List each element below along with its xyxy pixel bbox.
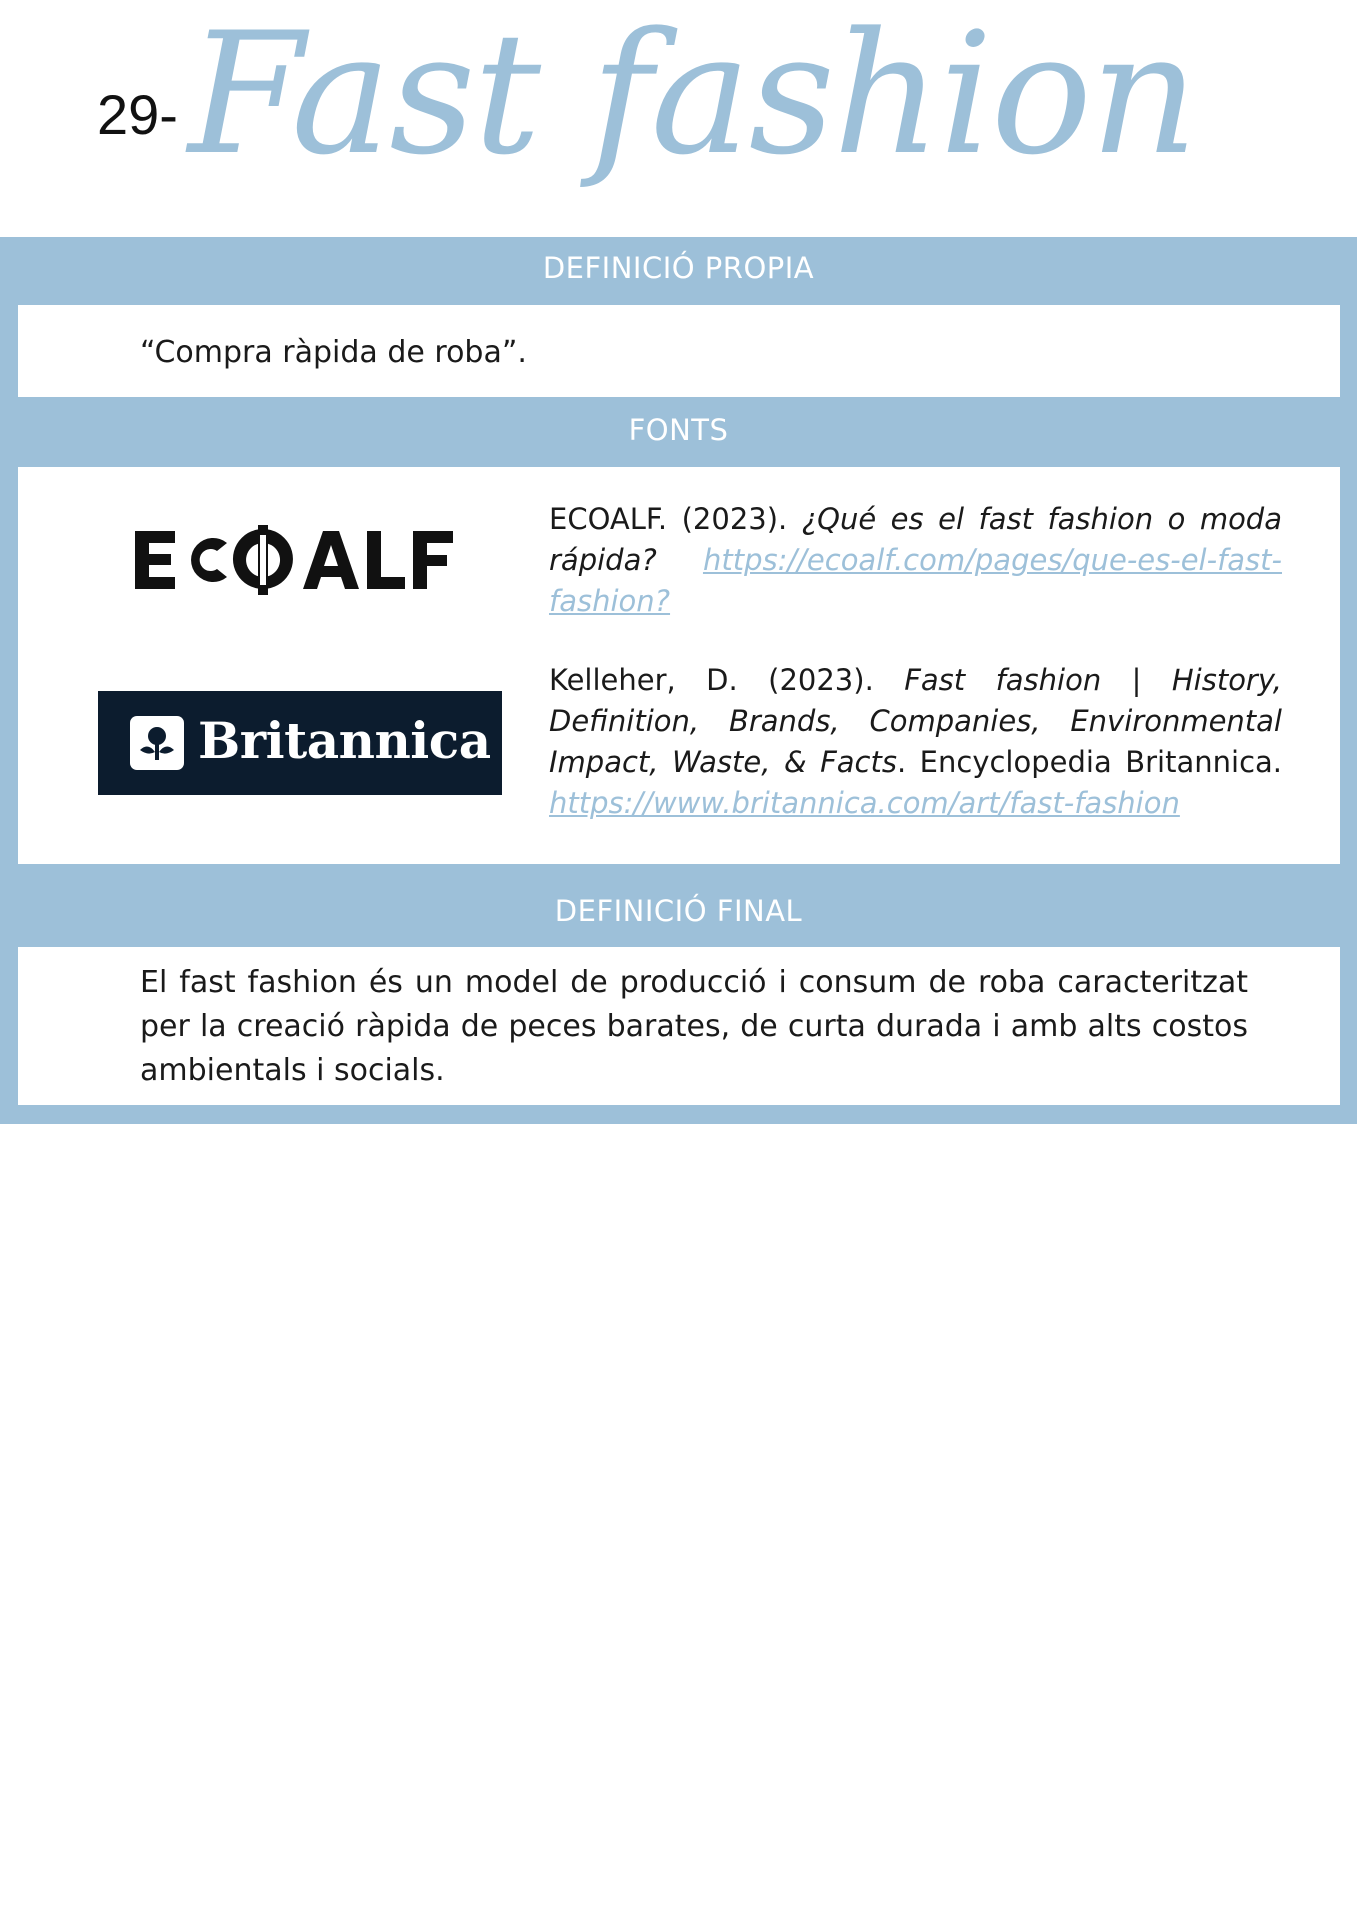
reference-prefix: Kelleher, D. (2023).: [549, 663, 905, 697]
section-heading-final: DEFINICIÓ FINAL: [554, 894, 803, 928]
reference-ecoalf: [549, 499, 1282, 622]
reference-title: Fast fashion | History, Definition, Brands, Companies, Environmental Impact, Waste, & Facts: [549, 663, 1282, 779]
page-header: [0, 0, 1357, 238]
fonts-panel: [18, 467, 1340, 864]
final-panel: [18, 947, 1340, 1105]
reference-prefix: ECOALF. (2023).: [549, 502, 802, 536]
reference-link[interactable]: https://www.britannica.com/art/fast-fashion: [549, 786, 1180, 820]
britannica-logo: [98, 691, 502, 795]
section-heading-propia: DEFINICIÓ PROPIA: [542, 251, 815, 285]
definition-card: [0, 237, 1357, 1124]
section-heading-fonts: FONTS: [628, 413, 729, 447]
reference-suffix: . Encyclopedia Britannica.: [896, 745, 1283, 779]
ecoalf-logo: [133, 519, 473, 601]
page-title: Fast fashion: [188, 0, 1197, 192]
propia-panel: [18, 305, 1340, 397]
reference-link[interactable]: https://ecoalf.com/pages/que-es-el-fast-fashion?: [549, 543, 1282, 618]
britannica-wordmark: Britannica: [198, 711, 491, 770]
entry-number: 29-: [97, 83, 178, 146]
own-definition-text: “Compra ràpida de roba”.: [140, 335, 527, 370]
reference-britannica: [549, 660, 1282, 824]
reference-title: ¿Qué es el fast fashion o moda rápida?: [549, 502, 1282, 577]
final-definition-text: El fast fashion és un model de producció i consum de roba caracteritzat per la creació ràpida de peces barates, de curta durada i amb alts costos ambientals i socials.: [140, 965, 1248, 1088]
thistle-seal-icon: [130, 716, 184, 770]
